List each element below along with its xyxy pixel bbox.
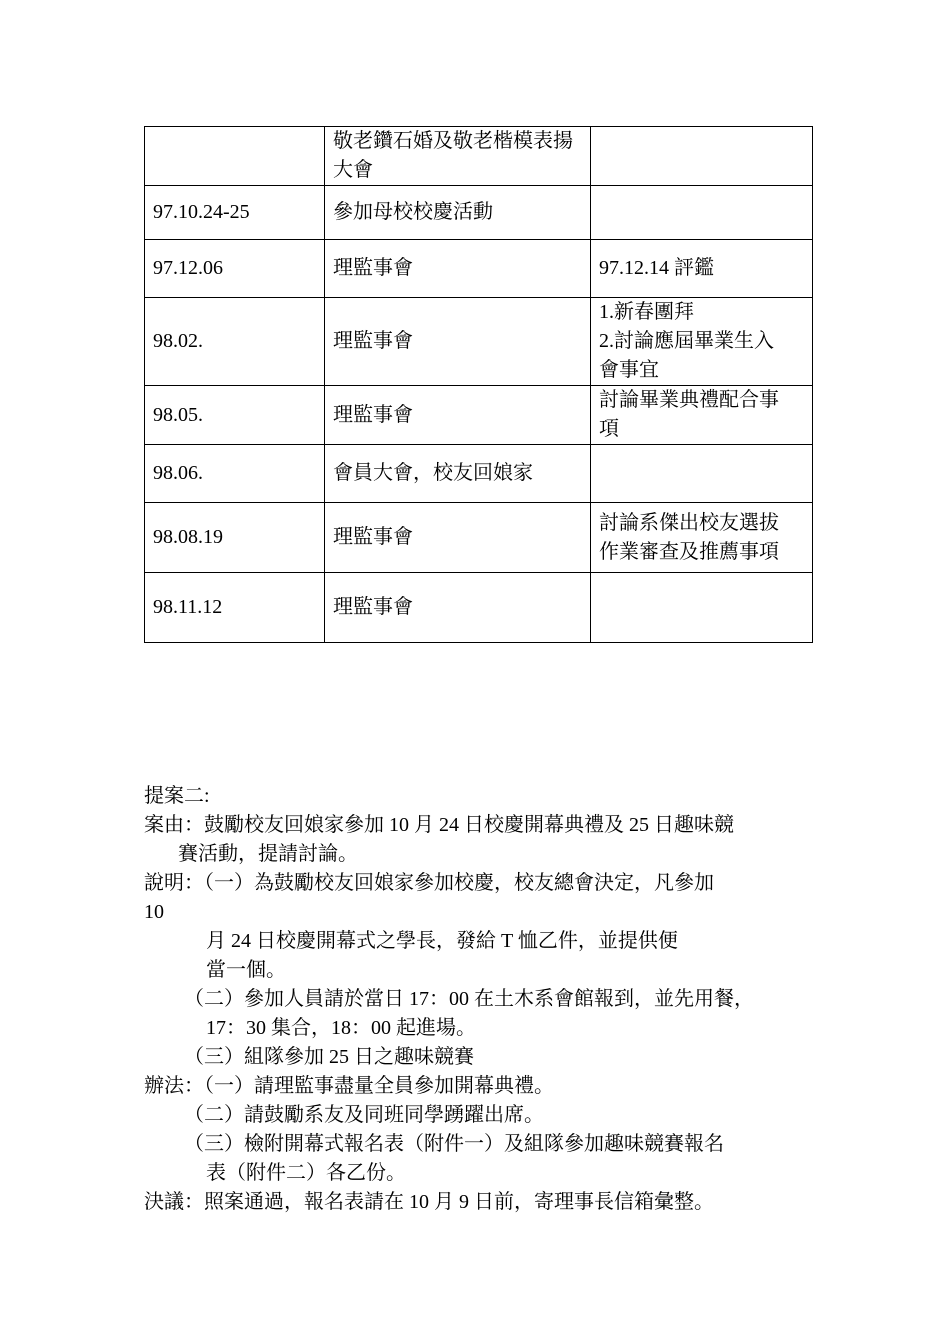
event-cell: 理監事會 bbox=[325, 298, 591, 386]
method-line: 辦法：（一）請理監事盡量全員參加開幕典禮。 bbox=[144, 1075, 554, 1097]
schedule-table bbox=[144, 126, 813, 643]
table-row bbox=[145, 298, 813, 386]
event-cell: 理監事會 bbox=[325, 240, 591, 298]
event-cell: 參加母校校慶活動 bbox=[325, 186, 591, 240]
method-line: （二）請鼓勵系友及同班同學踴躍出席。 bbox=[184, 1104, 544, 1126]
event-cell: 理監事會 bbox=[325, 503, 591, 573]
note-cell bbox=[591, 573, 813, 643]
description-line: （三）組隊參加 25 日之趣味競賽 bbox=[184, 1046, 474, 1068]
date-cell: 97.10.24-25 bbox=[145, 186, 325, 240]
table-row bbox=[145, 127, 813, 186]
case-line: 案由：鼓勵校友回娘家參加 10 月 24 日校慶開幕典禮及 25 日趣味競 bbox=[144, 814, 734, 836]
table-row bbox=[145, 386, 813, 445]
date-cell: 98.06. bbox=[145, 445, 325, 503]
note-cell: 討論系傑出校友選拔 作業審查及推薦事項 bbox=[591, 503, 813, 573]
method-line: （三）檢附開幕式報名表（附件一）及組隊參加趣味競賽報名 bbox=[184, 1133, 724, 1155]
description-line: 說明：（一）為鼓勵校友回娘家參加校慶，校友總會決定，凡參加 bbox=[144, 872, 714, 894]
note-cell bbox=[591, 186, 813, 240]
date-cell: 98.05. bbox=[145, 386, 325, 445]
note-cell: 97.12.14 評鑑 bbox=[591, 240, 813, 298]
table-row bbox=[145, 240, 813, 298]
table-row bbox=[145, 573, 813, 643]
description-line: 17：30 集合，18：00 起進場。 bbox=[206, 1017, 476, 1039]
event-cell: 理監事會 bbox=[325, 386, 591, 445]
date-cell bbox=[145, 127, 325, 186]
table-row bbox=[145, 445, 813, 503]
event-cell: 理監事會 bbox=[325, 573, 591, 643]
resolution-line: 決議：照案通過，報名表請在 10 月 9 日前，寄理事長信箱彙整。 bbox=[144, 1191, 714, 1213]
note-cell bbox=[591, 445, 813, 503]
table-row bbox=[145, 503, 813, 573]
date-cell: 97.12.06 bbox=[145, 240, 325, 298]
note-cell bbox=[591, 127, 813, 186]
event-cell: 會員大會，校友回娘家 bbox=[325, 445, 591, 503]
date-cell: 98.11.12 bbox=[145, 573, 325, 643]
description-line: 月 24 日校慶開幕式之學長，發給 T 恤乙件，並提供便 bbox=[206, 930, 678, 952]
event-cell: 敬老鑽石婚及敬老楷模表揚 大會 bbox=[325, 127, 591, 186]
case-line: 賽活動，提請討論。 bbox=[178, 843, 358, 865]
proposal-section bbox=[144, 782, 824, 1217]
table-row bbox=[145, 186, 813, 240]
note-cell: 討論畢業典禮配合事 項 bbox=[591, 386, 813, 445]
method-line: 表（附件二）各乙份。 bbox=[206, 1162, 406, 1184]
description-line: （二）參加人員請於當日 17：00 在土木系會館報到，並先用餐， bbox=[184, 988, 754, 1010]
proposal-title: 提案二: bbox=[144, 785, 210, 807]
description-line: 10 bbox=[144, 901, 164, 923]
date-cell: 98.08.19 bbox=[145, 503, 325, 573]
date-cell: 98.02. bbox=[145, 298, 325, 386]
description-line: 當一個。 bbox=[206, 959, 286, 981]
note-cell: 1.新春團拜 2.討論應屆畢業生入 會事宜 bbox=[591, 298, 813, 386]
